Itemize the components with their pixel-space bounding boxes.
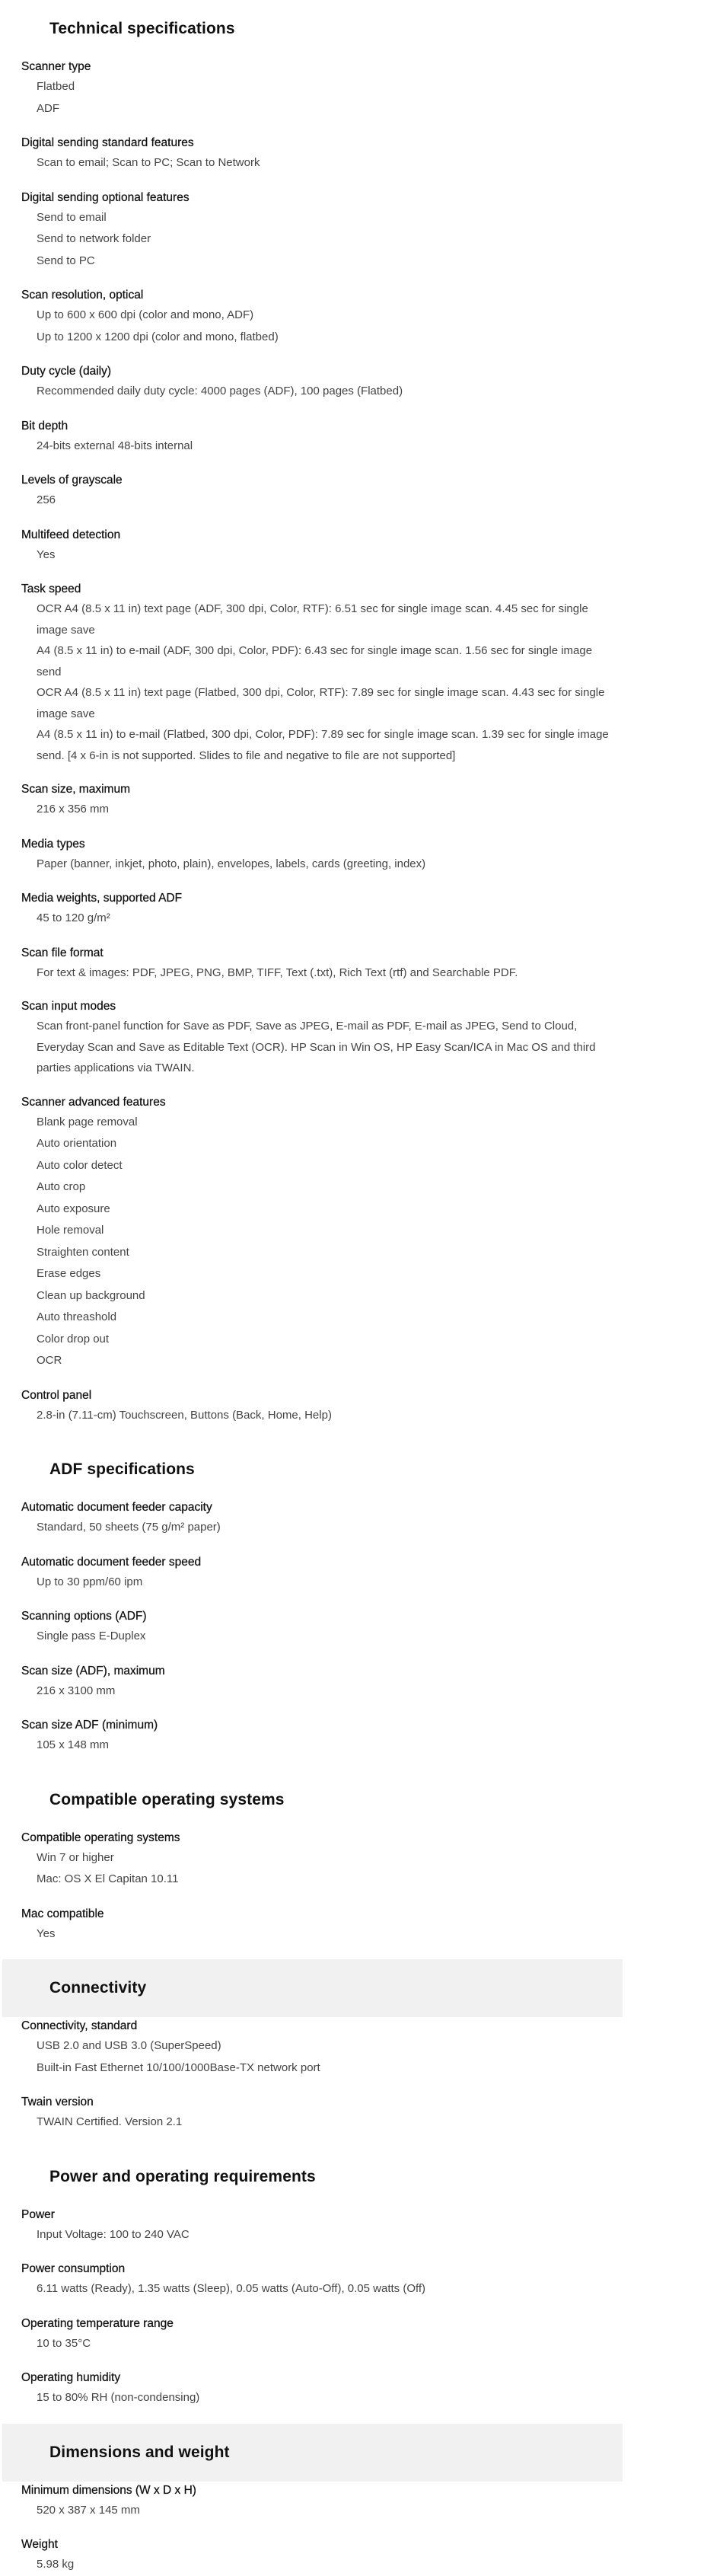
spec-value: Yes <box>37 547 56 561</box>
spec-label: Scan size, maximum <box>21 783 130 796</box>
spec-value: Mac: OS X El Capitan 10.11 <box>37 1872 179 1885</box>
spec-values <box>21 2500 615 2522</box>
spec-value: Send to network folder <box>37 232 151 245</box>
spec-scanner-type <box>21 58 615 120</box>
spec-values <box>21 1923 615 1946</box>
spec-label: Duty cycle (daily) <box>21 365 111 378</box>
spec-value: 45 to 120 g/m² <box>37 911 110 924</box>
spec-scan-resolution-optical <box>21 286 615 348</box>
spec-values <box>21 305 615 348</box>
spec-value: Auto crop <box>37 1180 86 1193</box>
spec-power <box>21 2206 615 2246</box>
spec-operating-temperature-range <box>21 2315 615 2355</box>
spec-label: Operating temperature range <box>21 2316 174 2330</box>
spec-values <box>21 1405 615 1427</box>
section-header <box>2 1441 623 1499</box>
spec-compatible-operating-systems <box>21 1829 615 1891</box>
spec-minimum-dimensions-w-x-d-x-h <box>21 2482 615 2522</box>
spec-value: Clean up background <box>37 1288 145 1302</box>
spec-value: Up to 30 ppm/60 ipm <box>37 1575 143 1588</box>
spec-label: Compatible operating systems <box>21 1831 180 1844</box>
spec-value: ADF <box>37 101 59 115</box>
section-title: Technical specifications <box>49 20 235 37</box>
spec-values <box>21 1626 615 1648</box>
spec-label: Digital sending optional features <box>21 190 190 204</box>
spec-list <box>2 1499 623 1757</box>
spec-label: Levels of grayscale <box>21 474 123 487</box>
spec-scan-file-format <box>21 944 615 984</box>
spec-value: Auto exposure <box>37 1202 110 1215</box>
spec-multifeed-detection <box>21 526 615 567</box>
section-title: ADF specifications <box>49 1460 195 1478</box>
spec-values <box>21 799 615 821</box>
spec-label: Scan input modes <box>21 1000 116 1013</box>
spec-label: Bit depth <box>21 419 68 433</box>
spec-values <box>21 2554 615 2576</box>
spec-value: Scan to email; Scan to PC; Scan to Network <box>37 156 260 169</box>
spec-value: For text & images: PDF, JPEG, PNG, BMP, TIFF, Text (.txt), Rich Text (rtf) and Searchable PDF. <box>37 966 518 979</box>
spec-value: Recommended daily duty cycle: 4000 pages (ADF), 100 pages (Flatbed) <box>37 385 403 397</box>
spec-value: 105 x 148 mm <box>37 1738 110 1751</box>
spec-value: Erase edges <box>37 1267 101 1280</box>
spec-value: 256 <box>37 493 56 506</box>
spec-list <box>2 2206 623 2409</box>
spec-value: A4 (8.5 x 11 in) to e-mail (ADF, 300 dpi, Color, PDF): 6.43 sec for single image scan. 1.56 sec for single image send <box>37 644 593 678</box>
spec-value: Up to 1200 x 1200 dpi (color and mono, flatbed) <box>37 330 279 343</box>
spec-operating-humidity <box>21 2369 615 2409</box>
spec-values <box>21 381 615 403</box>
spec-scan-size-maximum <box>21 780 615 821</box>
spec-value: 5.98 kg <box>37 2558 75 2571</box>
spec-weight <box>21 2536 615 2576</box>
spec-value: Paper (banner, inkjet, photo, plain), envelopes, labels, cards (greeting, index) <box>37 857 426 870</box>
section-header <box>2 2424 623 2482</box>
spec-media-weights-supported-adf <box>21 889 615 930</box>
section-connectivity <box>2 1959 623 2134</box>
spec-value: Input Voltage: 100 to 240 VAC <box>37 2227 190 2241</box>
spec-label: Scanner advanced features <box>21 1095 166 1109</box>
spec-values <box>21 2224 615 2246</box>
spec-value: Blank page removal <box>37 1115 138 1128</box>
spec-twain-version <box>21 2093 615 2134</box>
spec-scanner-advanced-features <box>21 1093 615 1372</box>
spec-value: 24-bits external 48-bits internal <box>37 439 193 452</box>
spec-value: 216 x 3100 mm <box>37 1684 116 1697</box>
spec-value: A4 (8.5 x 11 in) to e-mail (Flatbed, 300 dpi, Color, PDF): 7.89 sec for single image scan. 1.39 sec for single image send. [4 x 6-in is not supported. Slides to file and negative to file are not supported] <box>37 728 609 762</box>
spec-media-types <box>21 835 615 876</box>
spec-value: Auto threashold <box>37 1310 117 1323</box>
section-title: Compatible operating systems <box>49 1790 285 1808</box>
spec-values <box>21 207 615 273</box>
spec-value: TWAIN Certified. Version 2.1 <box>37 2115 183 2128</box>
spec-label: Control panel <box>21 1388 92 1402</box>
spec-values <box>21 854 615 876</box>
spec-value: Auto orientation <box>37 1137 117 1150</box>
spec-label: Weight <box>21 2538 58 2551</box>
section-header <box>2 1959 623 2017</box>
spec-value: OCR A4 (8.5 x 11 in) text page (ADF, 300 dpi, Color, RTF): 6.51 sec for single image scan. 4.45 sec for single image save <box>37 602 588 637</box>
spec-value: OCR <box>37 1354 62 1367</box>
spec-value: Color drop out <box>37 1332 110 1345</box>
spec-label: Scan file format <box>21 946 104 959</box>
spec-digital-sending-optional-features <box>21 189 615 273</box>
section-power-and-operating-requirements <box>2 2148 623 2409</box>
spec-values <box>21 1016 615 1079</box>
spec-value: 520 x 387 x 145 mm <box>37 2503 140 2517</box>
spec-power-consumption <box>21 2260 615 2300</box>
spec-value: Up to 600 x 600 dpi (color and mono, ADF) <box>37 308 254 321</box>
spec-values <box>21 908 615 930</box>
spec-value: Scan front-panel function for Save as PDF, Save as JPEG, E-mail as PDF, E-mail as JPEG, Send to Cloud, Everyday Scan and Save as Editable Text (OCR). HP Scan in Win OS, HP Easy Scan/ICA in Mac OS and third parties applications via TWAIN. <box>37 1020 596 1074</box>
spec-value: Built-in Fast Ethernet 10/100/1000Base-TX network port <box>37 2060 320 2074</box>
section-header <box>2 0 623 58</box>
spec-label: Operating humidity <box>21 2371 121 2384</box>
spec-control-panel <box>21 1387 615 1427</box>
spec-scan-input-modes <box>21 998 615 1079</box>
spec-label: Connectivity, standard <box>21 2019 138 2032</box>
spec-label: Automatic document feeder speed <box>21 1555 202 1569</box>
section-header <box>2 2148 623 2206</box>
spec-label: Mac compatible <box>21 1907 104 1920</box>
spec-values <box>21 2112 615 2134</box>
spec-value: 15 to 80% RH (non-condensing) <box>37 2391 200 2404</box>
spec-values <box>21 2333 615 2355</box>
spec-list <box>2 1829 623 1946</box>
spec-value: OCR A4 (8.5 x 11 in) text page (Flatbed, 300 dpi, Color, RTF): 7.89 sec for single image scan. 4.43 sec for single image save <box>37 686 605 720</box>
spec-value: Win 7 or higher <box>37 1850 114 1864</box>
spec-value: 6.11 watts (Ready), 1.35 watts (Sleep), 0.05 watts (Auto-Off), 0.05 watts (Off) <box>37 2282 426 2295</box>
spec-values <box>21 1112 615 1372</box>
spec-values <box>21 1735 615 1757</box>
spec-values <box>21 152 615 174</box>
spec-automatic-document-feeder-speed <box>21 1553 615 1594</box>
spec-value: Yes <box>37 1926 56 1940</box>
section-compatible-operating-systems <box>2 1771 623 1946</box>
spec-scanning-options-adf <box>21 1607 615 1648</box>
spec-values <box>21 76 615 120</box>
spec-label: Automatic document feeder capacity <box>21 1501 212 1514</box>
section-title: Dimensions and weight <box>49 2443 230 2461</box>
spec-bit-depth <box>21 417 615 458</box>
spec-label: Scan size ADF (minimum) <box>21 1719 158 1732</box>
spec-label: Scan size (ADF), maximum <box>21 1664 165 1677</box>
spec-values <box>21 2278 615 2300</box>
spec-label: Media weights, supported ADF <box>21 892 183 905</box>
spec-value: Send to email <box>37 210 107 224</box>
spec-value: 216 x 356 mm <box>37 803 110 816</box>
spec-label: Digital sending standard features <box>21 136 194 149</box>
spec-connectivity-standard <box>21 2017 615 2079</box>
spec-levels-of-grayscale <box>21 471 615 512</box>
section-header <box>2 1771 623 1829</box>
spec-digital-sending-standard-features <box>21 134 615 174</box>
spec-values <box>21 1681 615 1703</box>
spec-values <box>21 599 615 766</box>
spec-values <box>21 1517 615 1539</box>
spec-label: Task speed <box>21 583 81 595</box>
spec-duty-cycle-daily <box>21 362 615 403</box>
spec-values <box>21 1847 615 1891</box>
spec-list <box>2 58 623 1426</box>
spec-scan-size-adf-minimum <box>21 1716 615 1757</box>
spec-values <box>21 436 615 458</box>
spec-values <box>21 490 615 512</box>
spec-label: Twain version <box>21 2096 94 2108</box>
spec-list <box>2 2482 623 2576</box>
spec-label: Power consumption <box>21 2262 126 2275</box>
section-dimensions-and-weight <box>2 2424 623 2576</box>
spec-list <box>2 2017 623 2134</box>
spec-task-speed <box>21 580 615 766</box>
spec-automatic-document-feeder-capacity <box>21 1499 615 1539</box>
spec-label: Minimum dimensions (W x D x H) <box>21 2483 196 2497</box>
section-title: Connectivity <box>49 1979 147 1997</box>
spec-value: Standard, 50 sheets (75 g/m² paper) <box>37 1521 221 1534</box>
spec-values <box>21 2035 615 2079</box>
spec-value: Hole removal <box>37 1224 104 1237</box>
spec-value: 2.8-in (7.11-cm) Touchscreen, Buttons (Back, Home, Help) <box>37 1408 332 1422</box>
spec-values <box>21 2387 615 2409</box>
spec-value: Auto color detect <box>37 1158 123 1172</box>
spec-value: Flatbed <box>37 80 75 93</box>
section-technical-specifications <box>2 0 623 1426</box>
spec-mac-compatible <box>21 1905 615 1946</box>
spec-value: Straighten content <box>37 1245 129 1259</box>
spec-value: USB 2.0 and USB 3.0 (SuperSpeed) <box>37 2039 221 2052</box>
spec-values <box>21 544 615 567</box>
spec-scan-size-adf-maximum <box>21 1662 615 1703</box>
spec-label: Power <box>21 2207 55 2221</box>
spec-value: Single pass E-Duplex <box>37 1630 146 1642</box>
spec-label: Scanner type <box>21 60 91 73</box>
spec-label: Scan resolution, optical <box>21 289 144 302</box>
spec-values <box>21 1572 615 1594</box>
spec-value: 10 to 35°C <box>37 2336 91 2350</box>
spec-label: Multifeed detection <box>21 528 121 541</box>
spec-value: Send to PC <box>37 254 95 267</box>
spec-values <box>21 962 615 984</box>
spec-label: Media types <box>21 837 85 851</box>
section-adf-specifications <box>2 1441 623 1757</box>
spec-label: Scanning options (ADF) <box>21 1610 147 1623</box>
section-title: Power and operating requirements <box>49 2167 316 2185</box>
